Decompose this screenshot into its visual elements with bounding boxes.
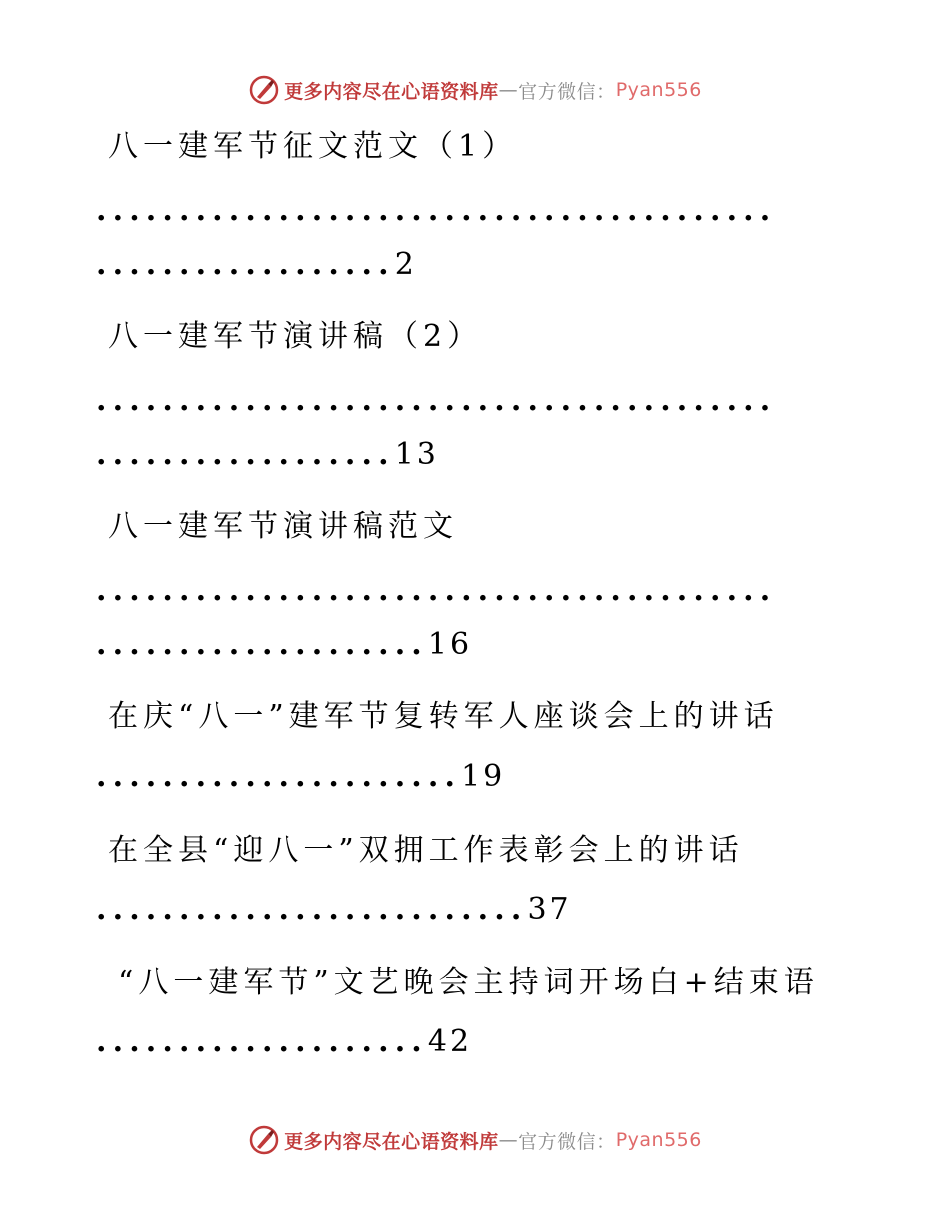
toc-leader-dots: .........................................	[96, 386, 777, 416]
toc-entry-title[interactable]: 八一建军节演讲稿范文	[108, 509, 458, 544]
watermark-wechat-label: 官方微信：	[518, 80, 616, 103]
toc-leader-line	[96, 440, 439, 470]
toc-page-number[interactable]: 16	[427, 630, 473, 660]
watermark-wechat-id: Pyan556	[615, 79, 702, 101]
footer-watermark	[0, 1122, 950, 1158]
toc-leader-line	[96, 1027, 472, 1057]
toc-page-number[interactable]: 19	[461, 762, 506, 792]
watermark-brand: 更多内容尽在心语资料库	[284, 1130, 499, 1153]
toc-leader-line	[96, 895, 572, 925]
toc-entry-title[interactable]: 八一建军节征文范文（1）	[108, 129, 518, 164]
toc-leader-dots: ..........................	[96, 895, 528, 925]
toc-entry-title[interactable]: 在全县“迎八一”双拥工作表彰会上的讲话	[108, 833, 744, 868]
toc-page-number[interactable]: 37	[527, 895, 572, 925]
toc-leader-dots: ..................	[96, 250, 395, 280]
toc-leader-line	[96, 250, 417, 280]
toc-leader-dots: .........................................	[96, 196, 777, 226]
toc-entry-title[interactable]: 在庆“八一”建军节复转军人座谈会上的讲话	[108, 699, 779, 734]
watermark-wechat-id: Pyan556	[615, 1129, 702, 1151]
toc-page-number[interactable]: 2	[394, 250, 417, 280]
toc-leader-line	[96, 630, 472, 660]
toc-entry-title[interactable]: “八一建军节”文艺晚会主持词开场白+结束语	[118, 965, 819, 1000]
toc-page-number[interactable]: 13	[394, 440, 439, 470]
header-watermark	[0, 72, 950, 108]
watermark-brand: 更多内容尽在心语资料库	[284, 80, 499, 103]
toc-leader-dots: ..................	[96, 440, 395, 470]
toc-leader-dots: .........................................	[96, 576, 777, 606]
pen-logo-icon	[248, 1124, 280, 1156]
toc-leader-dots: ....................	[96, 630, 428, 660]
watermark-dash: —	[498, 79, 519, 101]
toc-leader-dots: ......................	[96, 762, 462, 792]
pen-logo-icon	[248, 74, 280, 106]
toc-page-number[interactable]: 42	[427, 1027, 473, 1057]
toc-leader-line	[96, 762, 505, 792]
toc-entry-title[interactable]: 八一建军节演讲稿（2）	[108, 319, 483, 354]
watermark-wechat-label: 官方微信：	[518, 1130, 616, 1153]
watermark-dash: —	[498, 1129, 519, 1151]
toc-leader-dots: ....................	[96, 1027, 428, 1057]
